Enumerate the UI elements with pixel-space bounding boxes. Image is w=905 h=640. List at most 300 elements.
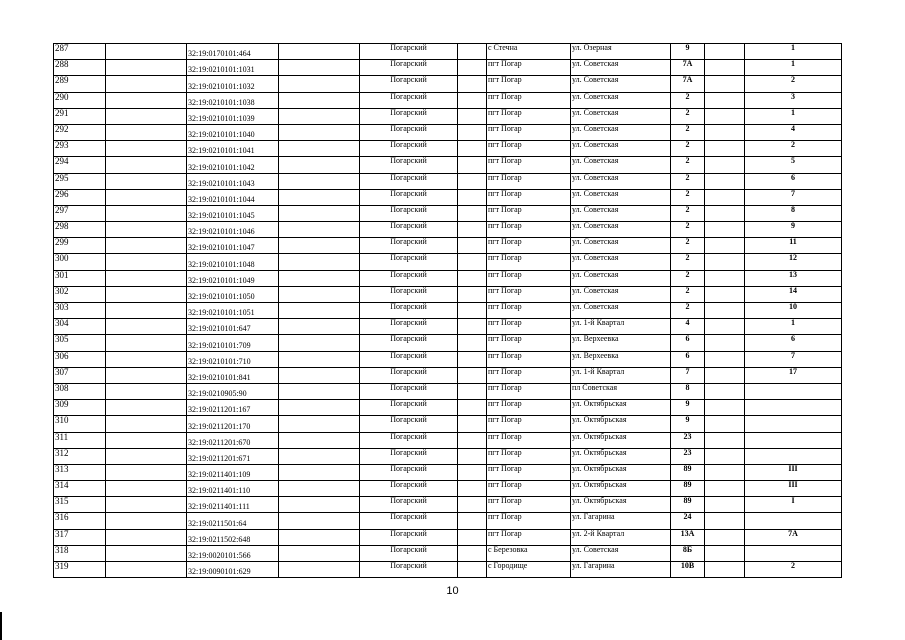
empty-cell bbox=[705, 60, 745, 76]
empty-cell bbox=[458, 173, 487, 189]
empty-cell bbox=[106, 254, 187, 270]
row-number-cell: 316 bbox=[54, 513, 106, 529]
table-row bbox=[54, 416, 842, 432]
row-number-cell: 317 bbox=[54, 529, 106, 545]
cadastral-number-cell: 32:19:0210101:1047 bbox=[187, 238, 279, 254]
empty-cell bbox=[106, 367, 187, 383]
district-cell: Погарский bbox=[360, 44, 458, 60]
house-number-cell: 7 bbox=[671, 367, 705, 383]
apartment-number-cell: 5 bbox=[745, 157, 842, 173]
empty-cell bbox=[279, 529, 360, 545]
street-cell: ул. Советская bbox=[571, 545, 671, 561]
cadastral-number-cell: 32:19:0210101:1038 bbox=[187, 92, 279, 108]
house-number-cell: 23 bbox=[671, 432, 705, 448]
empty-cell bbox=[106, 157, 187, 173]
empty-cell bbox=[279, 76, 360, 92]
street-cell: ул. Советская bbox=[571, 238, 671, 254]
row-number-cell: 311 bbox=[54, 432, 106, 448]
cadastral-number-cell: 32:19:0210101:1049 bbox=[187, 270, 279, 286]
row-number-cell: 319 bbox=[54, 562, 106, 578]
table-row bbox=[54, 367, 842, 383]
district-cell: Погарский bbox=[360, 529, 458, 545]
apartment-number-cell: 13 bbox=[745, 270, 842, 286]
cadastral-number-cell: 32:19:0211201:167 bbox=[187, 400, 279, 416]
cadastral-number-cell: 32:19:0211401:110 bbox=[187, 481, 279, 497]
apartment-number-cell: 2 bbox=[745, 562, 842, 578]
empty-cell bbox=[279, 108, 360, 124]
row-number-cell: 296 bbox=[54, 189, 106, 205]
row-number-cell: 294 bbox=[54, 157, 106, 173]
empty-cell bbox=[705, 497, 745, 513]
apartment-number-cell bbox=[745, 416, 842, 432]
table-row bbox=[54, 108, 842, 124]
empty-cell bbox=[705, 351, 745, 367]
empty-cell bbox=[458, 319, 487, 335]
house-number-cell: 2 bbox=[671, 254, 705, 270]
empty-cell bbox=[458, 497, 487, 513]
empty-cell bbox=[279, 335, 360, 351]
street-cell: ул. 1-й Квартал bbox=[571, 319, 671, 335]
row-number-cell: 291 bbox=[54, 108, 106, 124]
street-cell: ул. 2-й Квартал bbox=[571, 529, 671, 545]
empty-cell bbox=[458, 157, 487, 173]
empty-cell bbox=[279, 464, 360, 480]
street-cell: ул. Советская bbox=[571, 92, 671, 108]
empty-cell bbox=[705, 545, 745, 561]
row-number-cell: 314 bbox=[54, 481, 106, 497]
empty-cell bbox=[705, 76, 745, 92]
table-row bbox=[54, 513, 842, 529]
row-number-cell: 306 bbox=[54, 351, 106, 367]
empty-cell bbox=[458, 238, 487, 254]
apartment-number-cell bbox=[745, 400, 842, 416]
street-cell: ул. Советская bbox=[571, 157, 671, 173]
apartment-number-cell: 2 bbox=[745, 76, 842, 92]
empty-cell bbox=[458, 44, 487, 60]
empty-cell bbox=[106, 303, 187, 319]
table-row bbox=[54, 270, 842, 286]
district-cell: Погарский bbox=[360, 108, 458, 124]
empty-cell bbox=[279, 448, 360, 464]
street-cell: ул. Октябрьская bbox=[571, 416, 671, 432]
cadastral-number-cell: 32:19:0210101:1044 bbox=[187, 189, 279, 205]
cadastral-number-cell: 32:19:0211401:109 bbox=[187, 464, 279, 480]
empty-cell bbox=[106, 189, 187, 205]
row-number-cell: 304 bbox=[54, 319, 106, 335]
district-cell: Погарский bbox=[360, 416, 458, 432]
street-cell: ул. Гагарина bbox=[571, 513, 671, 529]
house-number-cell: 2 bbox=[671, 108, 705, 124]
house-number-cell: 9 bbox=[671, 400, 705, 416]
empty-cell bbox=[279, 286, 360, 302]
empty-cell bbox=[106, 416, 187, 432]
street-cell: ул. Октябрьская bbox=[571, 448, 671, 464]
district-cell: Погарский bbox=[360, 92, 458, 108]
empty-cell bbox=[458, 481, 487, 497]
empty-cell bbox=[458, 335, 487, 351]
street-cell: пл Советская bbox=[571, 383, 671, 399]
locality-cell: пгт Погар bbox=[487, 464, 571, 480]
empty-cell bbox=[458, 513, 487, 529]
house-number-cell: 2 bbox=[671, 270, 705, 286]
house-number-cell: 2 bbox=[671, 222, 705, 238]
house-number-cell: 9 bbox=[671, 44, 705, 60]
street-cell: ул. Советская bbox=[571, 141, 671, 157]
district-cell: Погарский bbox=[360, 351, 458, 367]
cadastral-number-cell: 32:19:0211201:671 bbox=[187, 448, 279, 464]
street-cell: ул. Советская bbox=[571, 286, 671, 302]
page-number: 10 bbox=[446, 585, 459, 597]
district-cell: Погарский bbox=[360, 464, 458, 480]
district-cell: Погарский bbox=[360, 335, 458, 351]
empty-cell bbox=[458, 205, 487, 221]
empty-cell bbox=[458, 400, 487, 416]
locality-cell: пгт Погар bbox=[487, 481, 571, 497]
table-row bbox=[54, 464, 842, 480]
row-number-cell: 315 bbox=[54, 497, 106, 513]
street-cell: ул. Озерная bbox=[571, 44, 671, 60]
empty-cell bbox=[106, 464, 187, 480]
row-number-cell: 295 bbox=[54, 173, 106, 189]
house-number-cell: 89 bbox=[671, 497, 705, 513]
locality-cell: пгт Погар bbox=[487, 141, 571, 157]
apartment-number-cell: 17 bbox=[745, 367, 842, 383]
empty-cell bbox=[705, 173, 745, 189]
empty-cell bbox=[106, 173, 187, 189]
locality-cell: пгт Погар bbox=[487, 92, 571, 108]
empty-cell bbox=[106, 513, 187, 529]
district-cell: Погарский bbox=[360, 205, 458, 221]
empty-cell bbox=[279, 481, 360, 497]
cadastral-number-cell: 32:19:0210101:1050 bbox=[187, 286, 279, 302]
row-number-cell: 310 bbox=[54, 416, 106, 432]
locality-cell: пгт Погар bbox=[487, 529, 571, 545]
empty-cell bbox=[279, 383, 360, 399]
house-number-cell: 89 bbox=[671, 481, 705, 497]
row-number-cell: 312 bbox=[54, 448, 106, 464]
street-cell: ул. Октябрьская bbox=[571, 481, 671, 497]
table-row bbox=[54, 76, 842, 92]
street-cell: ул. Верхеевка bbox=[571, 335, 671, 351]
district-cell: Погарский bbox=[360, 497, 458, 513]
locality-cell: пгт Погар bbox=[487, 286, 571, 302]
cadastral-number-cell: 32:19:0210101:841 bbox=[187, 367, 279, 383]
row-number-cell: 288 bbox=[54, 60, 106, 76]
empty-cell bbox=[279, 497, 360, 513]
cadastral-number-cell: 32:19:0211501:64 bbox=[187, 513, 279, 529]
empty-cell bbox=[279, 303, 360, 319]
table-row bbox=[54, 335, 842, 351]
empty-cell bbox=[106, 319, 187, 335]
house-number-cell: 9 bbox=[671, 416, 705, 432]
empty-cell bbox=[705, 303, 745, 319]
empty-cell bbox=[705, 481, 745, 497]
empty-cell bbox=[705, 400, 745, 416]
house-number-cell: 2 bbox=[671, 141, 705, 157]
locality-cell: пгт Погар bbox=[487, 60, 571, 76]
empty-cell bbox=[458, 464, 487, 480]
empty-cell bbox=[458, 303, 487, 319]
empty-cell bbox=[705, 124, 745, 140]
cadastral-number-cell: 32:19:0211502:648 bbox=[187, 529, 279, 545]
apartment-number-cell: 14 bbox=[745, 286, 842, 302]
empty-cell bbox=[705, 44, 745, 60]
cadastral-number-cell: 32:19:0210101:710 bbox=[187, 351, 279, 367]
district-cell: Погарский bbox=[360, 222, 458, 238]
cadastral-number-cell: 32:19:0211201:670 bbox=[187, 432, 279, 448]
empty-cell bbox=[106, 270, 187, 286]
apartment-number-cell: III bbox=[745, 481, 842, 497]
empty-cell bbox=[279, 92, 360, 108]
cadastral-number-cell: 32:19:0090101:629 bbox=[187, 562, 279, 578]
street-cell: ул. Советская bbox=[571, 254, 671, 270]
row-number-cell: 292 bbox=[54, 124, 106, 140]
locality-cell: пгт Погар bbox=[487, 124, 571, 140]
row-number-cell: 303 bbox=[54, 303, 106, 319]
district-cell: Погарский bbox=[360, 286, 458, 302]
street-cell: ул. Октябрьская bbox=[571, 400, 671, 416]
empty-cell bbox=[705, 448, 745, 464]
empty-cell bbox=[106, 108, 187, 124]
street-cell: ул. Советская bbox=[571, 222, 671, 238]
empty-cell bbox=[705, 383, 745, 399]
table-row bbox=[54, 319, 842, 335]
cadastral-number-cell: 32:19:0210101:1039 bbox=[187, 108, 279, 124]
apartment-number-cell: 7 bbox=[745, 351, 842, 367]
row-number-cell: 287 bbox=[54, 44, 106, 60]
locality-cell: пгт Погар bbox=[487, 351, 571, 367]
street-cell: ул. Советская bbox=[571, 108, 671, 124]
district-cell: Погарский bbox=[360, 76, 458, 92]
empty-cell bbox=[106, 432, 187, 448]
district-cell: Погарский bbox=[360, 367, 458, 383]
scan-edge-mark bbox=[0, 612, 2, 640]
cadastral-number-cell: 32:19:0210101:1045 bbox=[187, 205, 279, 221]
table-row bbox=[54, 351, 842, 367]
empty-cell bbox=[458, 60, 487, 76]
apartment-number-cell bbox=[745, 432, 842, 448]
locality-cell: с Березовка bbox=[487, 545, 571, 561]
locality-cell: пгт Погар bbox=[487, 432, 571, 448]
empty-cell bbox=[279, 222, 360, 238]
apartment-number-cell: 1 bbox=[745, 44, 842, 60]
district-cell: Погарский bbox=[360, 400, 458, 416]
empty-cell bbox=[705, 270, 745, 286]
empty-cell bbox=[279, 189, 360, 205]
empty-cell bbox=[106, 529, 187, 545]
empty-cell bbox=[458, 141, 487, 157]
street-cell: ул. Советская bbox=[571, 60, 671, 76]
house-number-cell: 2 bbox=[671, 238, 705, 254]
district-cell: Погарский bbox=[360, 141, 458, 157]
table-row bbox=[54, 448, 842, 464]
empty-cell bbox=[458, 76, 487, 92]
apartment-number-cell bbox=[745, 383, 842, 399]
empty-cell bbox=[705, 432, 745, 448]
row-number-cell: 300 bbox=[54, 254, 106, 270]
locality-cell: пгт Погар bbox=[487, 513, 571, 529]
locality-cell: с Городище bbox=[487, 562, 571, 578]
cadastral-number-cell: 32:19:0210905:90 bbox=[187, 383, 279, 399]
empty-cell bbox=[106, 141, 187, 157]
empty-cell bbox=[279, 60, 360, 76]
empty-cell bbox=[106, 205, 187, 221]
cadastral-number-cell: 32:19:0210101:1040 bbox=[187, 124, 279, 140]
house-number-cell: 89 bbox=[671, 464, 705, 480]
street-cell: ул. Советская bbox=[571, 76, 671, 92]
locality-cell: пгт Погар bbox=[487, 238, 571, 254]
house-number-cell: 10В bbox=[671, 562, 705, 578]
house-number-cell: 6 bbox=[671, 351, 705, 367]
empty-cell bbox=[279, 254, 360, 270]
apartment-number-cell: 3 bbox=[745, 92, 842, 108]
cadastral-number-cell: 32:19:0211401:111 bbox=[187, 497, 279, 513]
empty-cell bbox=[705, 286, 745, 302]
house-number-cell: 2 bbox=[671, 189, 705, 205]
street-cell: ул. Октябрьская bbox=[571, 432, 671, 448]
empty-cell bbox=[458, 367, 487, 383]
district-cell: Погарский bbox=[360, 383, 458, 399]
empty-cell bbox=[705, 254, 745, 270]
house-number-cell: 2 bbox=[671, 92, 705, 108]
table-row bbox=[54, 400, 842, 416]
empty-cell bbox=[279, 351, 360, 367]
locality-cell: пгт Погар bbox=[487, 222, 571, 238]
locality-cell: пгт Погар bbox=[487, 448, 571, 464]
empty-cell bbox=[705, 238, 745, 254]
street-cell: ул. Советская bbox=[571, 173, 671, 189]
empty-cell bbox=[458, 124, 487, 140]
apartment-number-cell: 1 bbox=[745, 108, 842, 124]
district-cell: Погарский bbox=[360, 60, 458, 76]
empty-cell bbox=[106, 60, 187, 76]
row-number-cell: 290 bbox=[54, 92, 106, 108]
row-number-cell: 318 bbox=[54, 545, 106, 561]
table-row bbox=[54, 157, 842, 173]
house-number-cell: 8 bbox=[671, 383, 705, 399]
apartment-number-cell: 4 bbox=[745, 124, 842, 140]
apartment-number-cell bbox=[745, 513, 842, 529]
empty-cell bbox=[279, 513, 360, 529]
empty-cell bbox=[458, 92, 487, 108]
apartment-number-cell: 1 bbox=[745, 60, 842, 76]
empty-cell bbox=[279, 400, 360, 416]
row-number-cell: 307 bbox=[54, 367, 106, 383]
table-row bbox=[54, 60, 842, 76]
empty-cell bbox=[458, 189, 487, 205]
locality-cell: пгт Погар bbox=[487, 367, 571, 383]
empty-cell bbox=[106, 222, 187, 238]
apartment-number-cell: III bbox=[745, 464, 842, 480]
house-number-cell: 8Б bbox=[671, 545, 705, 561]
table-row bbox=[54, 44, 842, 60]
house-number-cell: 7А bbox=[671, 76, 705, 92]
house-number-cell: 7А bbox=[671, 60, 705, 76]
cadastral-number-cell: 32:19:0210101:1046 bbox=[187, 222, 279, 238]
district-cell: Погарский bbox=[360, 319, 458, 335]
empty-cell bbox=[705, 222, 745, 238]
cadastral-number-cell: 32:19:0211201:170 bbox=[187, 416, 279, 432]
table-row bbox=[54, 432, 842, 448]
apartment-number-cell: 1 bbox=[745, 319, 842, 335]
empty-cell bbox=[705, 416, 745, 432]
empty-cell bbox=[279, 124, 360, 140]
empty-cell bbox=[106, 400, 187, 416]
district-cell: Погарский bbox=[360, 303, 458, 319]
row-number-cell: 305 bbox=[54, 335, 106, 351]
table-row bbox=[54, 286, 842, 302]
table-row bbox=[54, 189, 842, 205]
empty-cell bbox=[458, 416, 487, 432]
empty-cell bbox=[458, 351, 487, 367]
apartment-number-cell: 8 bbox=[745, 205, 842, 221]
table-row bbox=[54, 141, 842, 157]
street-cell: ул. Советская bbox=[571, 189, 671, 205]
row-number-cell: 299 bbox=[54, 238, 106, 254]
row-number-cell: 289 bbox=[54, 76, 106, 92]
empty-cell bbox=[279, 173, 360, 189]
empty-cell bbox=[279, 319, 360, 335]
row-number-cell: 313 bbox=[54, 464, 106, 480]
row-number-cell: 309 bbox=[54, 400, 106, 416]
table-row bbox=[54, 529, 842, 545]
empty-cell bbox=[279, 562, 360, 578]
apartment-number-cell bbox=[745, 545, 842, 561]
apartment-number-cell: 7А bbox=[745, 529, 842, 545]
empty-cell bbox=[458, 108, 487, 124]
house-number-cell: 23 bbox=[671, 448, 705, 464]
empty-cell bbox=[106, 448, 187, 464]
table-row bbox=[54, 497, 842, 513]
empty-cell bbox=[279, 367, 360, 383]
empty-cell bbox=[705, 205, 745, 221]
street-cell: ул. Советская bbox=[571, 303, 671, 319]
empty-cell bbox=[705, 141, 745, 157]
empty-cell bbox=[279, 141, 360, 157]
table-row bbox=[54, 545, 842, 561]
empty-cell bbox=[705, 157, 745, 173]
locality-cell: пгт Погар bbox=[487, 383, 571, 399]
empty-cell bbox=[106, 545, 187, 561]
locality-cell: пгт Погар bbox=[487, 205, 571, 221]
empty-cell bbox=[458, 383, 487, 399]
table-row bbox=[54, 303, 842, 319]
house-number-cell: 6 bbox=[671, 335, 705, 351]
locality-cell: пгт Погар bbox=[487, 157, 571, 173]
cadastral-number-cell: 32:19:0210101:647 bbox=[187, 319, 279, 335]
street-cell: ул. Советская bbox=[571, 124, 671, 140]
district-cell: Погарский bbox=[360, 432, 458, 448]
table-row bbox=[54, 124, 842, 140]
district-cell: Погарский bbox=[360, 157, 458, 173]
empty-cell bbox=[106, 76, 187, 92]
apartment-number-cell: 7 bbox=[745, 189, 842, 205]
empty-cell bbox=[106, 238, 187, 254]
table-row bbox=[54, 92, 842, 108]
cadastral-number-cell: 32:19:0210101:1048 bbox=[187, 254, 279, 270]
cadastral-number-cell: 32:19:0170101:464 bbox=[187, 44, 279, 60]
house-number-cell: 24 bbox=[671, 513, 705, 529]
empty-cell bbox=[705, 529, 745, 545]
empty-cell bbox=[106, 92, 187, 108]
empty-cell bbox=[106, 286, 187, 302]
apartment-number-cell: 6 bbox=[745, 335, 842, 351]
house-number-cell: 2 bbox=[671, 303, 705, 319]
table-row bbox=[54, 222, 842, 238]
empty-cell bbox=[106, 335, 187, 351]
locality-cell: с Стечна bbox=[487, 44, 571, 60]
empty-cell bbox=[705, 335, 745, 351]
